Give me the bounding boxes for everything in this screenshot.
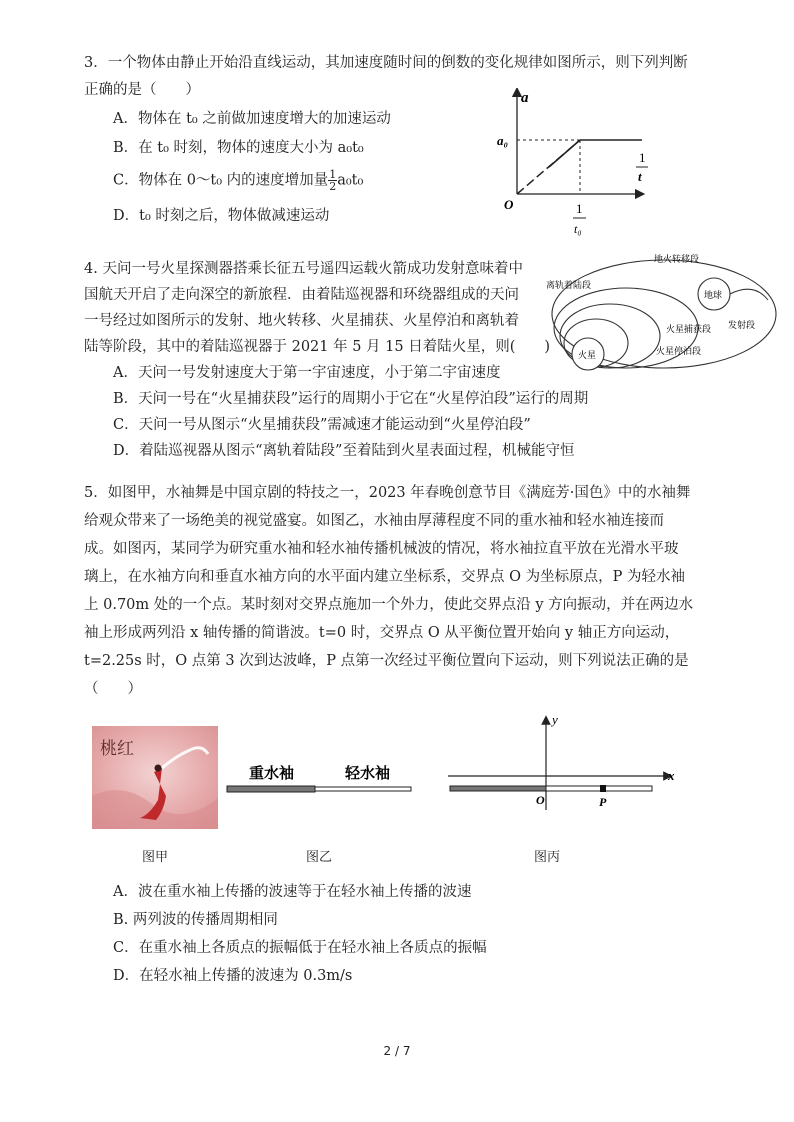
q5-bing-heavy-sleeve [450,786,546,791]
q3-option-b: B．在 t₀ 时刻，物体的速度大小为 a₀t₀ [113,140,364,156]
q4-label-launch: 发射段 [728,321,756,331]
q5-stem-line2: 给观众带来了一场绝美的视觉盛宴。如图乙，水袖由厚薄程度不同的重水袖和轻水袖连接而 [84,513,664,529]
q4-label-earth: 地球 [704,291,723,301]
q5-photo-text: 桃红 [100,739,134,759]
q5-heavy-sleeve [227,786,315,792]
q3-slope-line [549,140,580,167]
q3-x-label-num: 1 [639,150,646,165]
q5-stem-line7: t=2.25s 时，O 点第 3 次到达波峰，P 点第一次经过平衡位置向下运动，则下列说法正确的是 [84,653,689,669]
q4-option-b: B．天问一号在“火星捕获段”运行的周期小于它在“火星停泊段”运行的周期 [113,391,589,407]
q5-caption-yi: 图乙 [306,850,333,865]
q3-option-c-post: a₀t₀ [337,172,364,189]
q3-x-tick-den: t₀ [574,222,582,236]
q5-option-b: B. 两列波的传播周期相同 [113,912,278,928]
q4-launch-arc [730,289,768,300]
q5-axis-y-label: y [552,712,558,727]
q3-option-a: A．物体在 t₀ 之前做加速度增大的加速运动 [113,111,391,127]
q3-x-tick-num: 1 [576,201,583,216]
q4-label-parking: 火星停泊段 [656,347,702,357]
q5-light-sleeve [315,787,411,791]
q3-y-tick: a₀ [497,133,509,148]
q5-caption-bing: 图丙 [534,850,561,865]
q5-option-c: C．在重水袖上各质点的振幅低于在轻水袖上各质点的振幅 [113,940,487,956]
q5-origin-label: O [536,793,545,807]
q5-option-d: D．在轻水袖上传播的波速为 0.3m/s [113,968,353,984]
q5-heavy-label: 重水袖 [249,764,295,782]
q4-label-capture: 火星捕获段 [666,325,712,335]
q5-axis-x-label: x [668,768,675,783]
q5-light-label: 轻水袖 [345,764,391,782]
q4-stem-line4: 陆等阶段，其中的着陆巡视器于 2021 年 5 月 15 日着陆火星，则( ) [84,339,551,355]
q5-diagram-bing [446,712,686,812]
q5-photo-jia [92,726,218,829]
q3-option-c-frac-den: 2 [329,180,337,193]
q5-caption-jia: 图甲 [142,850,169,865]
q4-label-deorbit: 离轨着陆段 [546,281,592,291]
q3-x-label-den: t [638,169,642,184]
q5-photo-dancer-head [155,765,162,772]
q5-diagram-yi [225,760,415,796]
q4-option-a: A．天问一号发射速度大于第一宇宙速度，小于第二宇宙速度 [113,365,501,381]
q4-stem-line3: 一号经过如图所示的发射、地火转移、火星捕获、火星停泊和离轨着 [84,313,519,329]
q4-option-d: D．着陆巡视器从图示“离轨着陆段”至着陆到火星表面过程，机械能守恒 [113,443,575,459]
q4-orbit-diagram [544,248,784,380]
q4-stem-line2: 国航天开启了走向深空的新旅程．由着陆巡视器和环绕器组成的天问 [84,287,519,303]
q5-point-p-label: P [599,795,607,809]
q3-option-d: D．t₀ 时刻之后，物体做减速运动 [113,208,330,224]
q5-stem-line1: 5．如图甲，水袖舞是中国京剧的特技之一，2023 年春晚创意节目《满庭芳·国色》中的水袖舞 [84,485,691,501]
q5-stem-line5: 上 0.70m 处的一个点。某时刻对交界点施加一个外力，使此交界点沿 y 方向振动，并在两边水 [84,597,694,613]
q3-option-c-fraction [328,169,337,192]
q5-option-a: A．波在重水袖上传播的波速等于在轻水袖上传播的波速 [113,884,472,900]
q5-stem-line6: 袖上形成两列沿 x 轴传播的简谐波。t=0 时，交界点 O 从平衡位置开始向 y 轴正方向运动， [84,625,680,641]
q4-label-transfer: 地火转移段 [654,255,700,265]
q3-option-c-frac-num: 1 [329,168,337,181]
q5-stem-line4: 璃上，在水袖方向和垂直水袖方向的水平面内建立坐标系，交界点 O 为坐标原点，P 为轻水袖 [84,569,685,585]
q4-stem-line1: 4. 天问一号火星探测器搭乘长征五号遥四运载火箭成功发射意味着中 [84,261,523,277]
q5-stem-line8: （ ） [84,681,142,697]
q3-option-c-pre: C．物体在 0～t₀ 内的速度增加量 [113,172,329,189]
q3-graph [490,88,660,238]
q4-label-mars: 火星 [578,351,597,361]
q5-bing-light-sleeve [546,786,652,791]
q3-stem-line1: 3．一个物体由静止开始沿直线运动，其加速度随时间的倒数的变化规律如图所示，则下列判断 [84,55,688,71]
q3-option-c [113,169,363,192]
q3-y-label: a [521,90,529,106]
q3-origin: O [504,197,514,212]
page-number: 2 / 7 [383,1044,411,1058]
q3-stem-line2: 正确的是（ ） [84,82,200,98]
q5-point-p-marker [600,785,606,792]
q4-option-c: C．天问一号从图示“火星捕获段”需减速才能运动到“火星停泊段” [113,417,531,433]
q5-stem-line3: 成。如图丙，某同学为研究重水袖和轻水袖传播机械波的情况，将水袖拉直平放在光滑水平玻 [84,541,679,557]
